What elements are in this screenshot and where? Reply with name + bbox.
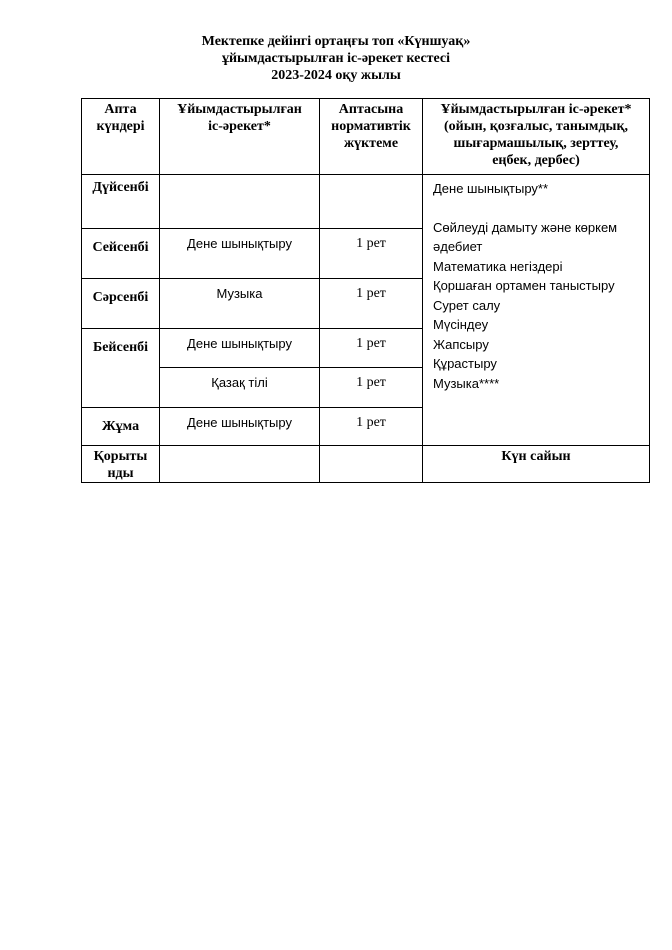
- header-weekly-load: [320, 99, 423, 175]
- day-cell: Бейсенбі: [82, 329, 160, 408]
- activity-cell: [160, 175, 320, 229]
- daily-cell: Күн сайын: [423, 446, 650, 483]
- header-types-line4: еңбек, дербес): [492, 153, 580, 168]
- side-activity-item: әдебиет: [433, 239, 483, 254]
- header-row: [82, 99, 650, 175]
- load-cell: 1 рет: [320, 408, 423, 446]
- document-title: [0, 33, 672, 84]
- activity-cell: Музыка: [160, 279, 320, 329]
- header-load-line3: жүктеме: [343, 136, 399, 151]
- day-cell: Дүйсенбі: [82, 175, 160, 229]
- empty-cell: [320, 446, 423, 483]
- summary-row: [82, 446, 650, 483]
- load-cell: 1 рет: [320, 229, 423, 279]
- side-activity-item: Математика негіздері: [433, 258, 563, 274]
- header-types-line3: шығармашылық, зерттеу,: [453, 136, 619, 151]
- summary-label-line2: нды: [107, 466, 134, 481]
- schedule-table: [81, 98, 650, 483]
- day-cell: Сәрсенбі: [82, 279, 160, 329]
- title-line-2: ұйымдастырылған іс-әрекет кестесі: [221, 51, 451, 66]
- header-activity-types: [423, 99, 650, 175]
- header-load-line2: нормативтік: [331, 119, 411, 134]
- header-weekdays-line2: күндері: [96, 119, 145, 134]
- header-weekdays: [82, 99, 160, 175]
- summary-day-cell: [82, 446, 160, 483]
- side-activity-item: Сурет салу: [433, 297, 501, 313]
- side-activity-item: Дене шынықтыру**: [433, 181, 549, 196]
- side-activity-item: Қоршаған ортамен таныстыру: [433, 278, 615, 293]
- header-load-line1: Аптасына: [338, 102, 404, 117]
- empty-cell: [160, 446, 320, 483]
- activity-cell: Дене шынықтыру: [160, 408, 320, 446]
- summary-label-line1: Қорыты: [93, 449, 148, 464]
- day-cell: Жұма: [82, 408, 160, 446]
- side-activity-item: Мүсіндеу: [433, 317, 489, 332]
- side-activity-item: Жапсыру: [433, 336, 489, 352]
- activity-cell: Қазақ тілі: [160, 368, 320, 408]
- side-activity-item: Сөйлеуді дамыту және көркем: [433, 219, 618, 235]
- title-line-3: 2023-2024 оқу жылы: [271, 68, 401, 83]
- title-line-1: Мектепке дейінгі ортаңғы топ «Күншуақ»: [201, 34, 471, 49]
- load-cell: 1 рет: [320, 329, 423, 368]
- header-weekdays-line1: Апта: [104, 102, 137, 117]
- load-cell: [320, 175, 423, 229]
- load-cell: 1 рет: [320, 368, 423, 408]
- side-activities-cell: [423, 175, 650, 446]
- header-organized-activity: [160, 99, 320, 175]
- day-cell: Сейсенбі: [82, 229, 160, 279]
- header-types-line1: Ұйымдастырылған іс-әрекет*: [440, 102, 632, 117]
- activity-cell: Дене шынықтыру: [160, 329, 320, 368]
- side-activity-item: Құрастыру: [433, 356, 497, 371]
- load-cell: 1 рет: [320, 279, 423, 329]
- side-activity-item: Музыка****: [433, 375, 500, 391]
- header-activity-line2: іс-әрекет*: [208, 119, 271, 134]
- activity-cell: Дене шынықтыру: [160, 229, 320, 279]
- header-types-line2: (ойын, қозғалыс, танымдық,: [443, 119, 629, 134]
- header-activity-line1: Ұйымдастырылған: [177, 102, 302, 117]
- table-row: [82, 175, 650, 229]
